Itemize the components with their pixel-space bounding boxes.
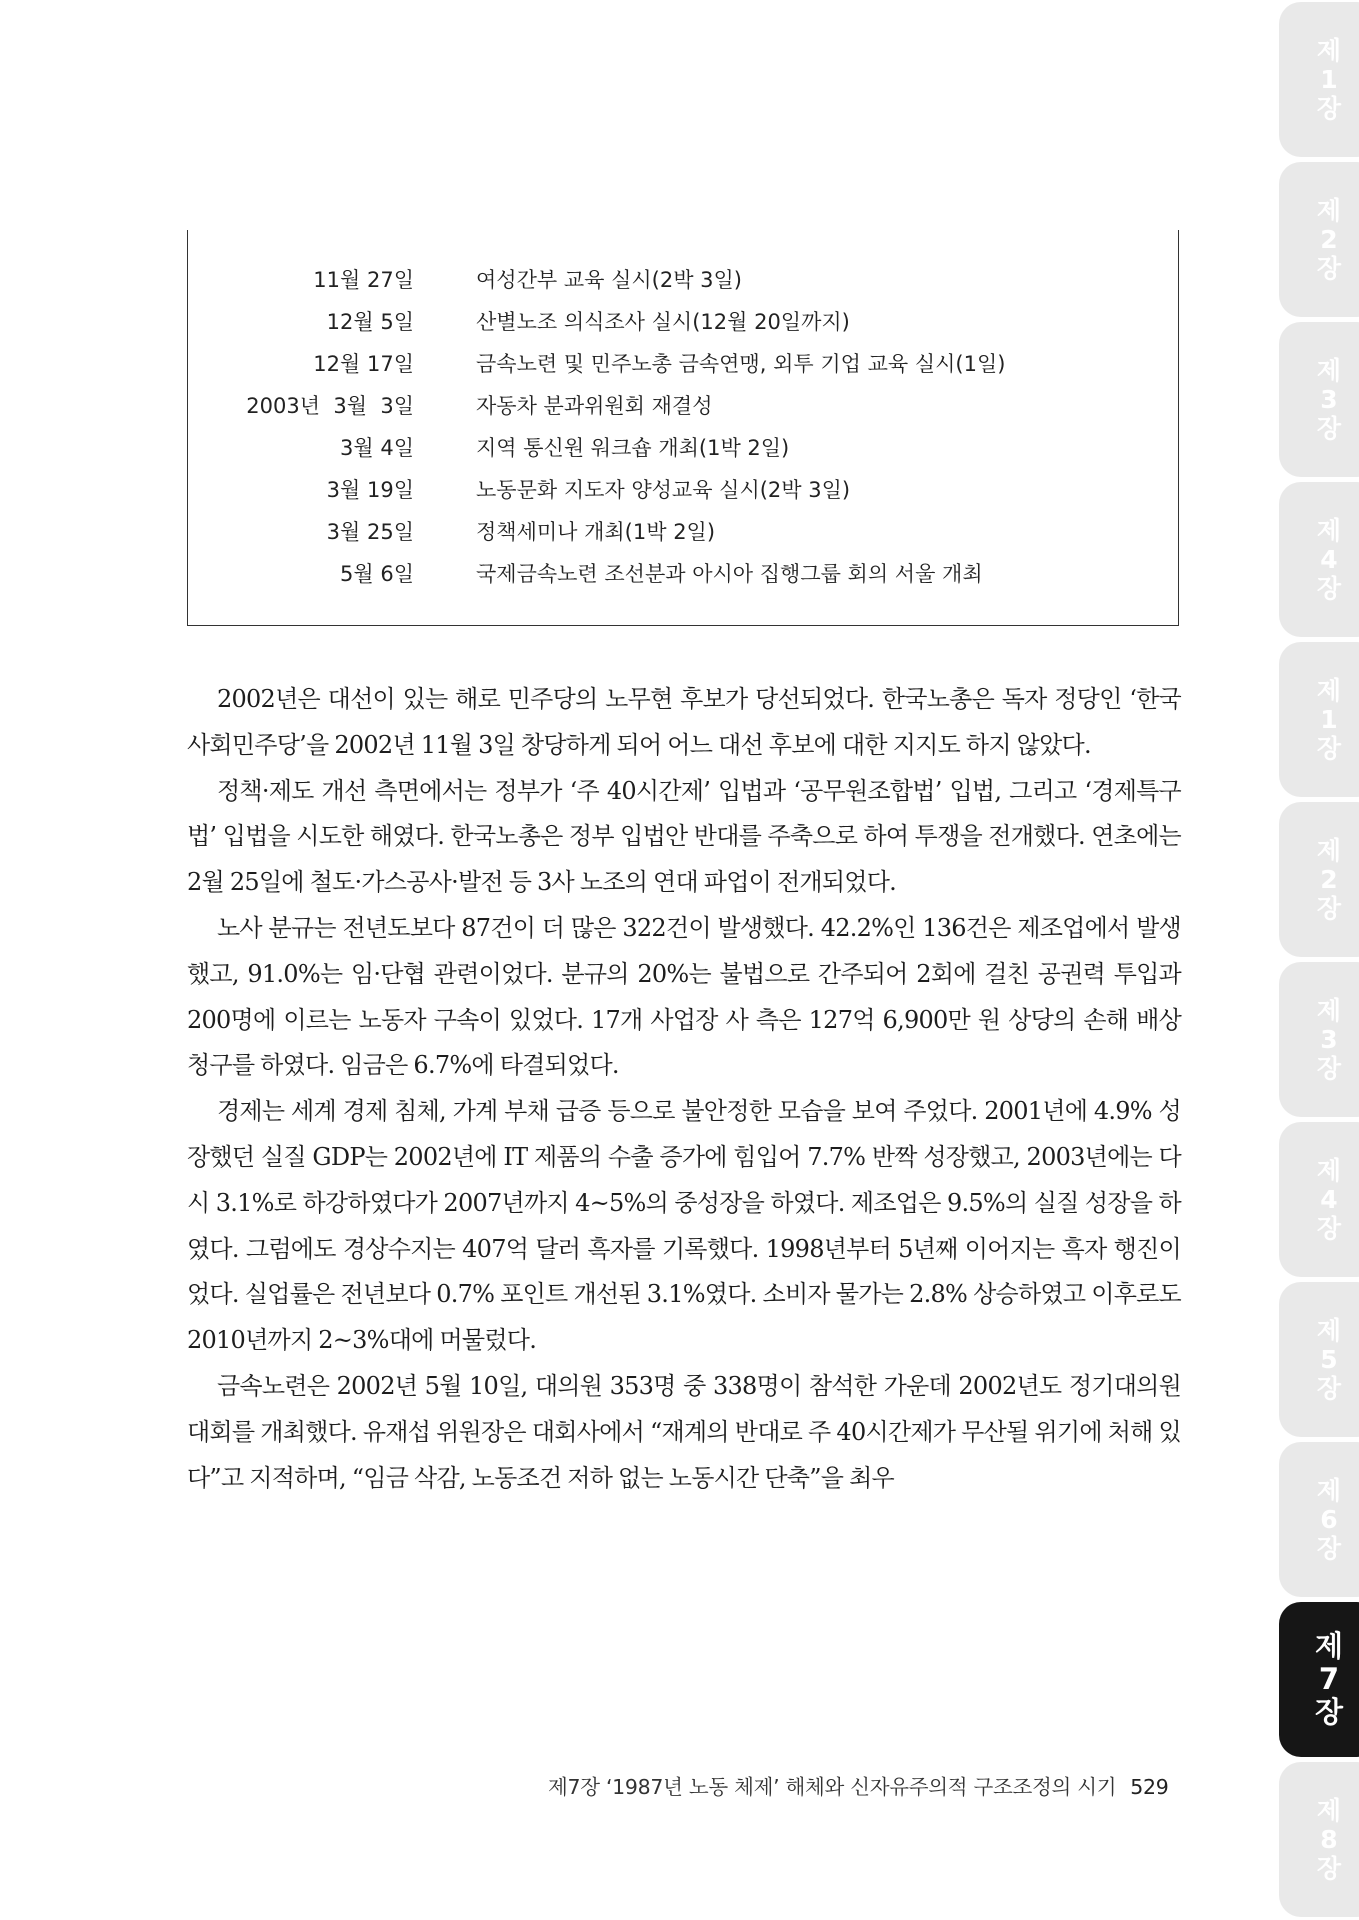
tab-char: 4 [1320,1185,1338,1214]
tab-char: 장 [1316,1854,1342,1883]
body-text [187,677,1181,1501]
timeline-event: 금속노련 및 민주노총 금속연맹, 외투 기업 교육 실시(1일) [476,352,1006,376]
chapter-tab-5[interactable] [1279,1282,1359,1437]
paragraph: 2002년은 대선이 있는 해로 민주당의 노무현 후보가 당선되었다. 한국노총은 독자 정당인 ‘한국사회민주당’을 2002년 11월 3일 창당하게 되어 어느 대선 후보에 대한 지지도 하지 않았다. [187,685,1181,759]
tab-char: 장 [1316,1534,1342,1563]
tab-char: 8 [1320,1825,1338,1854]
timeline-row [188,385,1178,427]
paragraph: 경제는 세계 경제 침체, 가계 부채 급증 등으로 불안정한 모습을 보여 주었다. 2001년에 4.9% 성장했던 실질 GDP는 2002년에 IT 제품의 수출 증가에 힘입어 7.7% 반짝 성장했고, 2003년에는 다시 3.1%로 하강하였다가 2007년까지 4~5%의 중성장을 하였다. 제조업은 9.5%의 실질 성장을 하였다. 그럼에도 경상수지는 407억 달러 흑자를 기록했다. 1998년부터 5년째 이어지는 흑자 행진이었다. 실업률은 전년보다 0.7% 포인트 개선된 3.1%였다. 소비자 물가는 2.8% 상승하였고 이후로도 2010년까지 2~3%대에 머물렀다. [187,1097,1181,1355]
paragraph: 노사 분규는 전년도보다 87건이 더 많은 322건이 발생했다. 42.2%인 136건은 제조업에서 발생했고, 91.0%는 임·단협 관련이었다. 분규의 20%는 불법으로 간주되어 2회에 걸친 공권력 투입과 200명에 이르는 노동자 구속이 있었다. 17개 사업장 사 측은 127억 6,900만 원 상당의 손해 배상 청구를 하였다. 임금은 6.7%에 타결되었다. [187,913,1181,1080]
timeline-date: 3월 19일 [326,478,414,502]
timeline-date: 11월 27일 [313,268,414,292]
tab-char: 장 [1316,734,1342,763]
tab-char: 장 [1314,1695,1343,1729]
timeline-event: 산별노조 의식조사 실시(12월 20일까지) [476,310,850,334]
tab-char: 제 [1316,1796,1342,1825]
chapter-tab-3[interactable] [1279,322,1359,477]
tab-char: 제 [1316,1476,1342,1505]
tab-char: 2 [1320,865,1338,894]
tab-char: 장 [1316,574,1342,603]
timeline-event: 국제금속노련 조선분과 아시아 집행그룹 회의 서울 개최 [476,562,983,586]
chapter-tab-3b[interactable] [1279,962,1359,1117]
timeline-row [188,511,1178,553]
tab-char: 장 [1316,894,1342,923]
page-footer [548,1770,1168,1800]
chapter-tab-4b[interactable] [1279,1122,1359,1277]
page-number: 529 [1130,1775,1169,1799]
tab-char: 7 [1318,1662,1340,1696]
paragraph: 정책·제도 개선 측면에서는 정부가 ‘주 40시간제’ 입법과 ‘공무원조합법’ 입법, 그리고 ‘경제특구법’ 입법을 시도한 해였다. 한국노총은 정부 입법안 반대를 주축으로 하여 투쟁을 전개했다. 연초에는 2월 25일에 철도·가스공사·발전 등 3사 노조의 연대 파업이 전개되었다. [187,776,1181,897]
tab-char: 제 [1316,1156,1342,1185]
timeline-date: 2003년 3월 3일 [246,394,414,418]
timeline-row [188,469,1178,511]
chapter-tab-7-active[interactable] [1279,1602,1359,1757]
timeline-event: 여성간부 교육 실시(2박 3일) [476,268,742,292]
chapter-tab-2b[interactable] [1279,802,1359,957]
timeline-row [188,343,1178,385]
tab-char: 제 [1316,836,1342,865]
tab-char: 3 [1320,1025,1338,1054]
timeline-row [188,259,1178,301]
timeline-date: 5월 6일 [340,562,414,586]
timeline-date: 3월 4일 [340,436,414,460]
timeline-event: 정책세미나 개최(1박 2일) [476,520,716,544]
timeline-box [187,230,1179,626]
chapter-tab-8[interactable] [1279,1762,1359,1917]
tab-char: 제 [1316,996,1342,1025]
timeline-row [188,427,1178,469]
running-title: 제7장 ‘1987년 노동 체제’ 해체와 신자유주의적 구조조정의 시기 [548,1775,1117,1799]
tab-char: 4 [1320,545,1338,574]
chapter-tab-2[interactable] [1279,162,1359,317]
chapter-tab-1b[interactable] [1279,642,1359,797]
timeline-event: 노동문화 지도자 양성교육 실시(2박 3일) [476,478,851,502]
tab-char: 장 [1316,414,1342,443]
paragraph: 금속노련은 2002년 5월 10일, 대의원 353명 중 338명이 참석한 가운데 2002년도 정기대의원 대회를 개최했다. 유재섭 위원장은 대회사에서 “재계의 반대로 주 40시간제가 무산될 위기에 처해 있다”고 지적하며, “임금 삭감, 노동조건 저하 없는 노동시간 단축”을 최우 [187,1371,1181,1492]
tab-char: 제 [1316,36,1342,65]
tab-char: 제 [1316,356,1342,385]
tab-char: 장 [1316,1054,1342,1083]
tab-char: 장 [1316,1374,1342,1403]
timeline-event: 지역 통신원 워크숍 개최(1박 2일) [476,436,790,460]
timeline-event: 자동차 분과위원회 재결성 [476,394,713,418]
tab-char: 장 [1316,254,1342,283]
tab-char: 1 [1320,65,1338,94]
timeline-date: 12월 5일 [326,310,414,334]
tab-char: 6 [1320,1505,1338,1534]
tab-char: 장 [1316,94,1342,123]
tab-char: 제 [1316,1316,1342,1345]
chapter-tab-4[interactable] [1279,482,1359,637]
tab-char: 5 [1320,1345,1338,1374]
tab-char: 장 [1316,1214,1342,1243]
tab-char: 3 [1320,385,1338,414]
timeline-date: 3월 25일 [326,520,414,544]
timeline-row [188,301,1178,343]
chapter-tab-1[interactable] [1279,2,1359,157]
chapter-tab-6[interactable] [1279,1442,1359,1597]
tab-char: 1 [1320,705,1338,734]
timeline-row [188,553,1178,595]
tab-char: 제 [1314,1629,1343,1663]
tab-char: 제 [1316,676,1342,705]
tab-char: 제 [1316,196,1342,225]
tab-char: 2 [1320,225,1338,254]
tab-char: 제 [1316,516,1342,545]
timeline-date: 12월 17일 [313,352,414,376]
